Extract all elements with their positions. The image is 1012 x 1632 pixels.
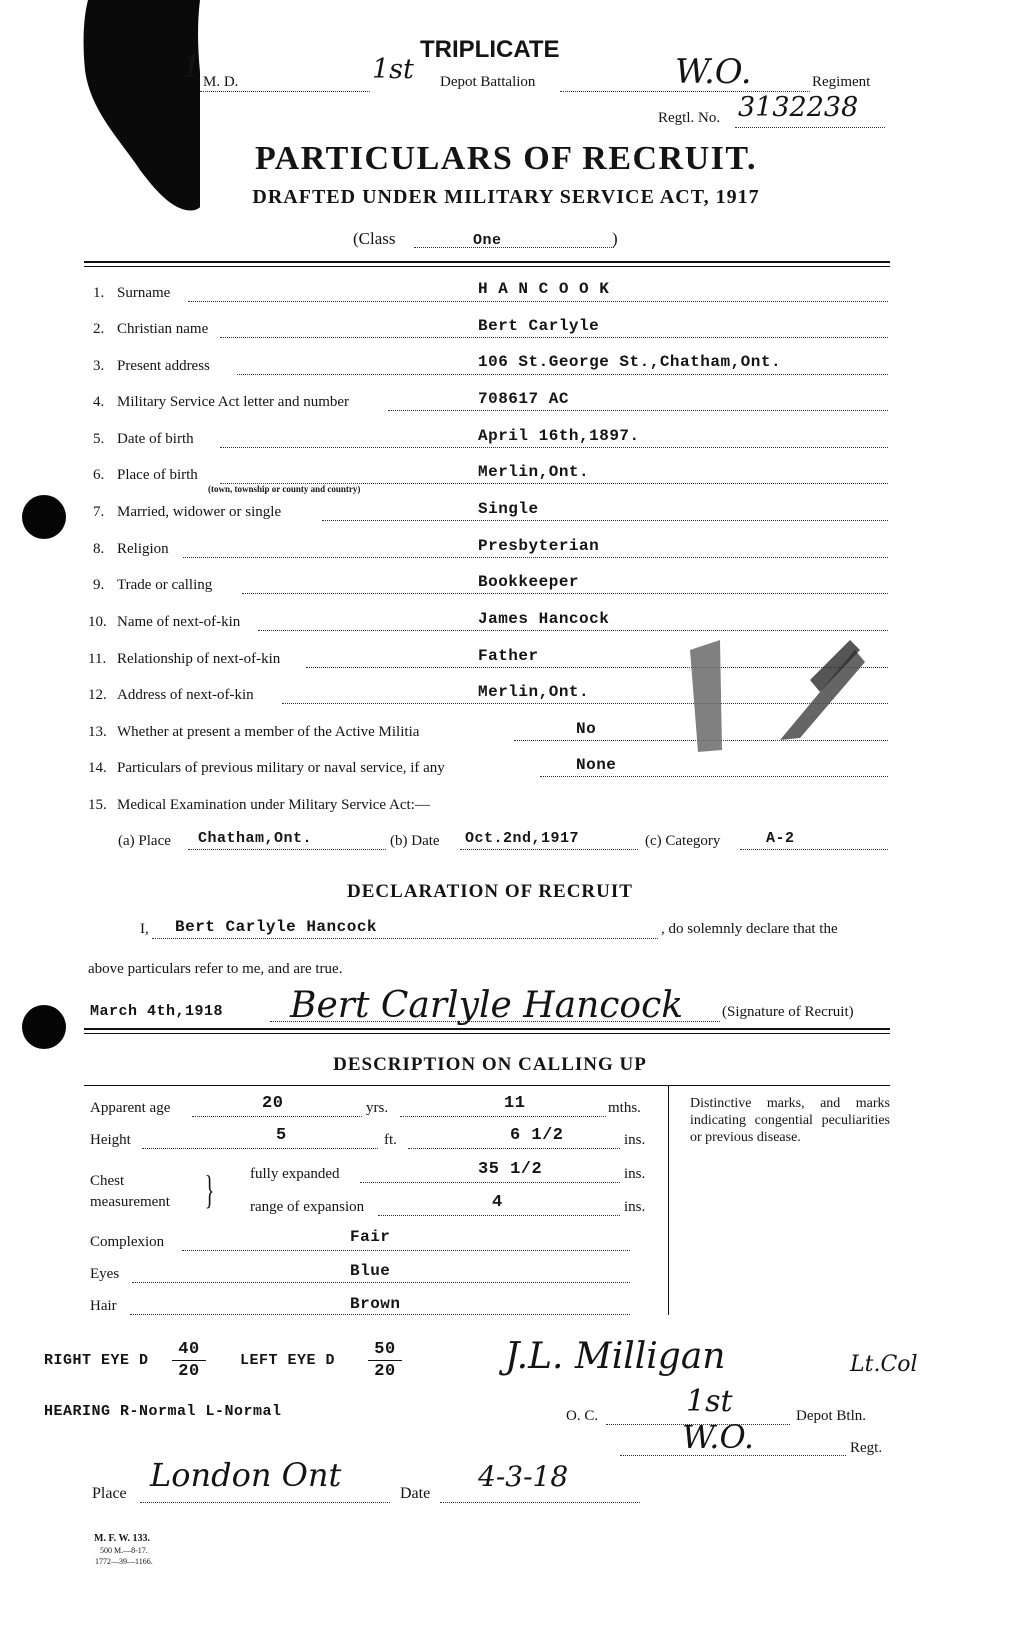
oc-depot-label: Depot Btln. — [796, 1408, 866, 1424]
fully-expanded-value: 35 1/2 — [478, 1160, 543, 1179]
place-of-birth-note: (town, township or county and country) — [208, 484, 361, 494]
officer-rank: Lt.Col — [850, 1352, 918, 1377]
eyes-value: Blue — [350, 1262, 391, 1280]
page-subtitle: DRAFTED UNDER MILITARY SERVICE ACT, 1917 — [252, 186, 760, 208]
recruit-signature: Bert Carlyle Hancock — [290, 985, 684, 1026]
complexion-value: Fair — [350, 1228, 391, 1246]
ins-label: ins. — [624, 1132, 646, 1148]
date-of-birth-label: Date of birth — [117, 431, 194, 447]
ins-label: ins. — [624, 1199, 646, 1215]
medical-category-value: A-2 — [766, 830, 795, 847]
distinctive-marks-text: Distinctive marks, and marks indicating congential peculiarities or previous disease. — [690, 1096, 890, 1145]
date-of-birth-value: April 16th,1897. — [478, 427, 640, 445]
punch-hole — [22, 1005, 66, 1049]
class-label: (Class — [353, 229, 396, 248]
height-inches-value: 6 1/2 — [510, 1126, 564, 1145]
place-of-birth-value: Merlin,Ont. — [478, 463, 590, 481]
ink-blot — [60, 0, 200, 215]
left-eye-fraction: 50 20 — [368, 1340, 402, 1383]
medical-place-value: Chatham,Ont. — [198, 830, 313, 847]
christian-name-value: Bert Carlyle — [478, 317, 600, 335]
next-of-kin-label: Name of next-of-kin — [117, 614, 241, 630]
medical-label: Medical Examination under Military Service Act:— — [117, 797, 430, 813]
trade-value: Bookkeeper — [478, 573, 580, 591]
regiment-label: Regiment — [812, 74, 871, 90]
present-address-label: Present address — [117, 358, 210, 374]
page-title: PARTICULARS OF RECRUIT. — [254, 140, 758, 177]
triplicate-stamp: TRIPLICATE — [420, 36, 560, 63]
age-months-value: 11 — [504, 1094, 526, 1113]
surname-label: Surname — [117, 285, 171, 301]
hair-value: Brown — [350, 1295, 401, 1313]
ins-label: ins. — [624, 1166, 646, 1182]
declaration-solemn: , do solemnly declare that the — [661, 921, 838, 937]
active-militia-value: No — [576, 720, 597, 738]
regtl-label: Regtl. No. — [658, 110, 721, 126]
medical-category-label: (c) Category — [645, 833, 721, 849]
regtl-value: 3132238 — [738, 92, 859, 123]
print-info-2: 1772—39—1166. — [95, 1557, 153, 1566]
religion-value: Presbyterian — [478, 537, 600, 555]
footer-place-value: London Ont — [150, 1456, 342, 1494]
next-of-kin-value: James Hancock — [478, 610, 610, 628]
present-address-value: 106 St.George St.,Chatham,Ont. — [478, 353, 782, 371]
previous-service-label: Particulars of previous military or naval service, if any — [117, 760, 445, 776]
marital-status-value: Single — [478, 500, 539, 518]
complexion-label: Complexion — [90, 1234, 165, 1250]
declaration-name: Bert Carlyle Hancock — [175, 918, 378, 936]
height-label: Height — [90, 1132, 131, 1148]
yrs-label: yrs. — [366, 1100, 389, 1116]
trade-label: Trade or calling — [117, 577, 213, 593]
regiment-value: W.O. — [675, 52, 752, 92]
height-feet-value: 5 — [276, 1126, 287, 1145]
class-value: One — [473, 232, 502, 249]
place-of-birth-label: Place of birth — [117, 467, 198, 483]
officer-signature: J.L. Milligan — [505, 1336, 726, 1377]
marital-status-label: Married, widower or single — [117, 504, 282, 520]
hair-label: Hair — [90, 1298, 117, 1314]
range-expansion-value: 4 — [492, 1193, 503, 1212]
fully-expanded-label: fully expanded — [250, 1166, 340, 1182]
description-heading: DESCRIPTION ON CALLING UP — [333, 1054, 647, 1075]
depot-label: Depot Battalion — [440, 74, 536, 90]
active-militia-label: Whether at present a member of the Active Militia — [117, 724, 420, 740]
footer-place-label: Place — [92, 1485, 127, 1502]
punch-hole — [22, 495, 66, 539]
kin-address-label: Address of next-of-kin — [117, 687, 254, 703]
msa-number-value: 708617 AC — [478, 390, 569, 408]
medical-date-value: Oct.2nd,1917 — [465, 830, 580, 847]
oc-regt-label: Regt. — [850, 1440, 883, 1456]
religion-label: Religion — [117, 541, 169, 557]
oc-label: O. C. — [566, 1408, 599, 1424]
apparent-age-label: Apparent age — [90, 1100, 171, 1116]
ink-stamp-mark — [680, 610, 880, 760]
chest-brace: } — [204, 1167, 215, 1212]
age-years-value: 20 — [262, 1094, 284, 1113]
chest-label-1: Chest — [90, 1173, 125, 1189]
oc-depot-value: 1st — [686, 1384, 733, 1419]
medical-date-label: (b) Date — [390, 833, 440, 849]
kin-address-value: Merlin,Ont. — [478, 683, 590, 701]
left-eye-label: LEFT EYE D — [240, 1352, 336, 1369]
range-expansion-label: range of expansion — [250, 1199, 365, 1215]
signature-label: (Signature of Recruit) — [722, 1004, 854, 1020]
print-info-1: 500 M.—8-17. — [100, 1546, 148, 1555]
footer-date-label: Date — [400, 1485, 431, 1502]
right-eye-fraction: 40 20 — [172, 1340, 206, 1383]
md-number: 1 — [182, 50, 202, 85]
declaration-date: March 4th,1918 — [90, 1003, 224, 1020]
relationship-value: Father — [478, 647, 539, 665]
footer-date-value: 4-3-18 — [478, 1460, 569, 1493]
msa-number-label: Military Service Act letter and number — [117, 394, 350, 410]
surname-value: H A N C O O K — [478, 280, 610, 298]
previous-service-value: None — [576, 756, 617, 774]
mths-label: mths. — [608, 1100, 641, 1116]
christian-name-label: Christian name — [117, 321, 209, 337]
right-eye-label: RIGHT EYE D — [44, 1352, 149, 1369]
class-close: ) — [612, 229, 618, 248]
oc-regt-value: W.O. — [682, 1418, 754, 1456]
declaration-i: I, — [140, 921, 149, 937]
chest-label-2: measurement — [90, 1194, 170, 1210]
declaration-heading: DECLARATION OF RECRUIT — [347, 881, 633, 902]
eyes-label: Eyes — [90, 1266, 120, 1282]
md-label: M. D. — [203, 74, 239, 90]
depot-value: 1st — [372, 54, 414, 85]
medical-place-label: (a) Place — [118, 833, 171, 849]
hearing-result: HEARING R-Normal L-Normal — [44, 1403, 282, 1420]
form-code: M. F. W. 133. — [94, 1533, 151, 1544]
relationship-label: Relationship of next-of-kin — [117, 651, 281, 667]
ft-label: ft. — [384, 1132, 397, 1148]
declaration-line2: above particulars refer to me, and are true. — [88, 961, 343, 977]
